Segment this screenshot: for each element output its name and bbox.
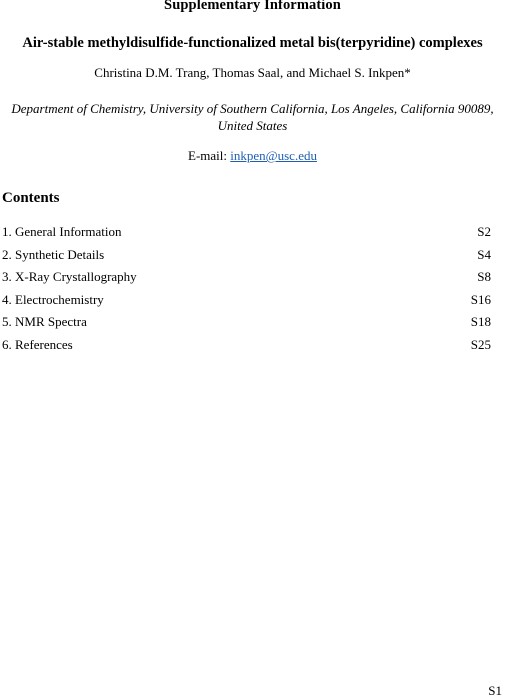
email-label: E-mail:: [188, 148, 231, 163]
toc-entry-page: S16: [470, 291, 491, 307]
email-link[interactable]: inkpen@usc.edu: [230, 148, 317, 163]
toc-entry-general-information[interactable]: [2, 224, 491, 247]
author-list: Christina D.M. Trang, Thomas Saal, and Michael S. Inkpen*: [94, 65, 411, 80]
toc-entry-page: S18: [470, 314, 491, 330]
toc-entry-synthetic-details[interactable]: [2, 247, 491, 270]
toc-entry-label: 3. X-Ray Crystallography: [2, 269, 137, 285]
toc-entry-label: 5. NMR Spectra: [2, 314, 87, 330]
toc-entry-page: S4: [477, 246, 491, 262]
toc-entry-x-ray-crystallography[interactable]: [2, 269, 491, 292]
affiliation: Department of Chemistry, University of Southern California, Los Angeles, California 90089, United States: [11, 101, 494, 133]
page-number: S1: [488, 683, 502, 698]
supplementary-title: Supplementary Information: [164, 0, 341, 13]
toc-entry-label: 6. References: [2, 336, 73, 352]
toc-entry-label: 4. Electrochemistry: [2, 291, 104, 307]
toc-entry-label: 2. Synthetic Details: [2, 246, 105, 262]
toc-entry-label: 1. General Information: [2, 224, 122, 239]
toc-entry-page: S2: [477, 224, 491, 239]
paper-title: Air-stable methyldisulfide-functionalized metal bis(terpyridine) complexes: [22, 35, 483, 51]
toc-entry-nmr-spectra[interactable]: [2, 314, 491, 337]
toc-entry-page: S25: [470, 336, 491, 352]
toc-entry-electrochemistry[interactable]: [2, 292, 491, 315]
toc-entry-references[interactable]: [2, 337, 491, 360]
table-of-contents: [2, 224, 491, 360]
toc-entry-page: S8: [477, 269, 491, 285]
email-line: [0, 148, 505, 164]
contents-heading: Contents: [2, 190, 60, 206]
